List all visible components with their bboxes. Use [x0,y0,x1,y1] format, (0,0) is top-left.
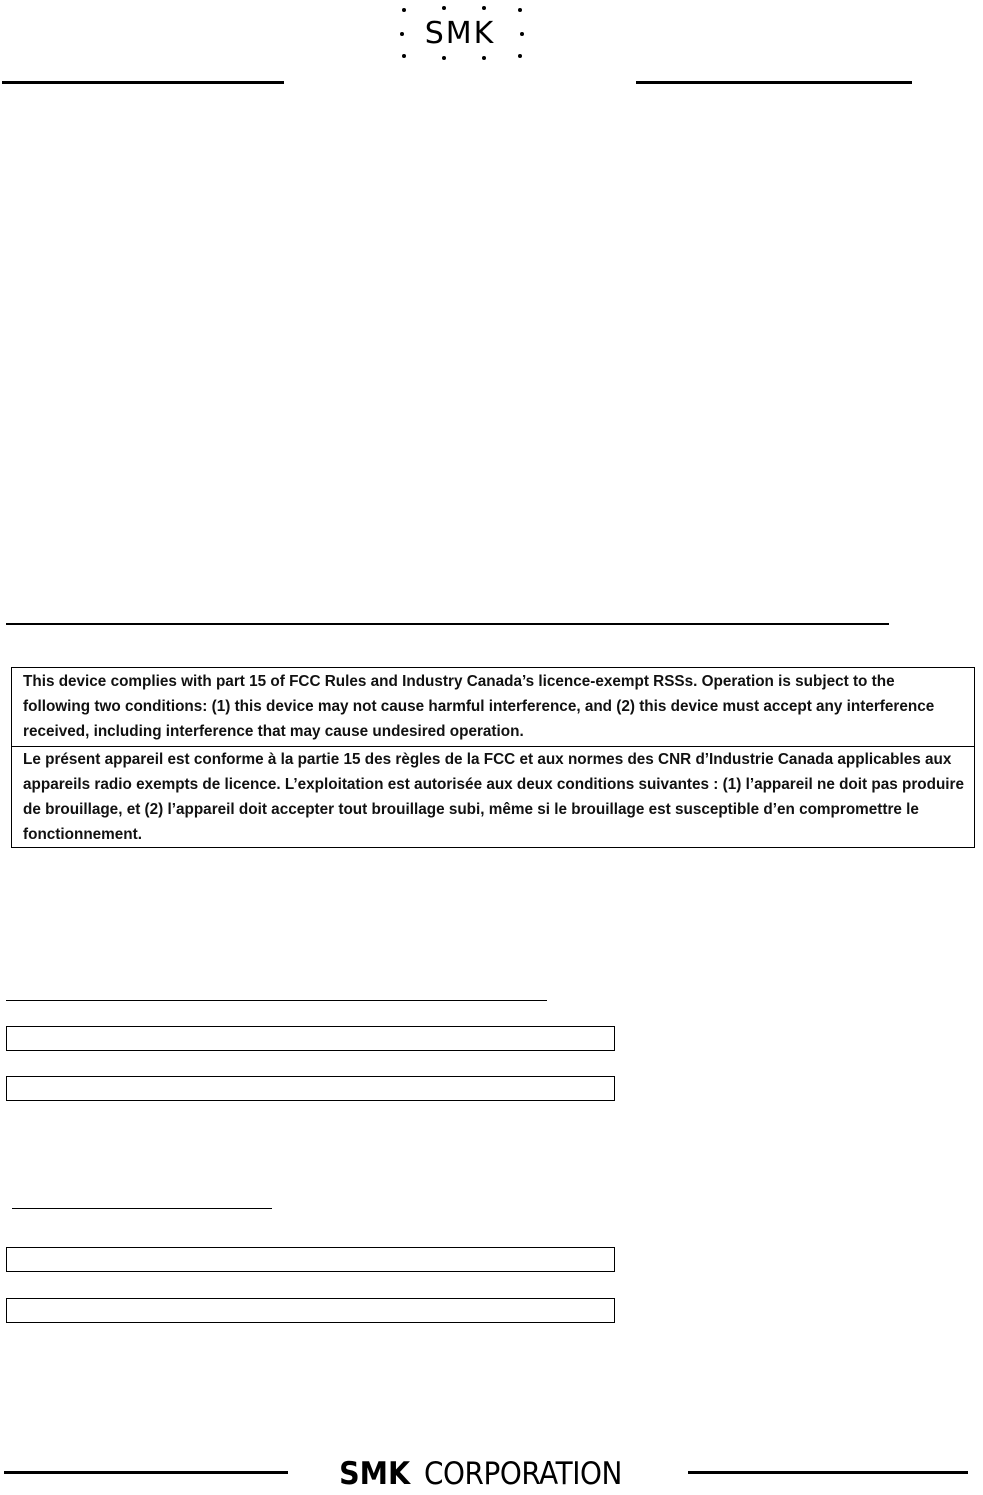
header-logo-text: SMK [424,16,496,51]
notice-english: This device complies with part 15 of FCC Rules and Industry Canada’s licence-exempt RSSs. Operation is subject to the following two conditions: (1) this device may not cause harmful interference, and (2) this device must accept any interference received, including interference that may cause undesired operation. [12,669,974,747]
footer-rule-right [688,1471,968,1474]
footer-logo: SMK [339,1456,411,1492]
compliance-notice-box [11,667,975,848]
footer-company-suffix: CORPORATION [423,1456,622,1492]
group1-field-1 [6,1026,615,1051]
footer-company-name [300,1454,680,1494]
group2-field-2 [6,1298,615,1323]
notice-french: Le présent appareil est conforme à la partie 15 des règles de la FCC et aux normes des CNR d’Industrie Canada applicables aux appareils radio exempts de licence. L’exploitation est autorisée aux deux conditions suivantes : (1) l’appareil ne doit pas produire de brouillage, et (2) l’appareil doit accepter tout brouillage subi, même si le brouillage est susceptible d’en compromettre le fonctionnement. [23,751,965,843]
group1-field-2 [6,1076,615,1101]
footer-rule-left [4,1471,288,1474]
header-rule-right [636,81,912,84]
group2-underline [12,1208,272,1209]
header-rule-left [2,81,284,84]
group1-underline [6,1000,547,1001]
section-divider [6,623,889,625]
header-logo [396,6,524,62]
group2-field-1 [6,1247,615,1272]
